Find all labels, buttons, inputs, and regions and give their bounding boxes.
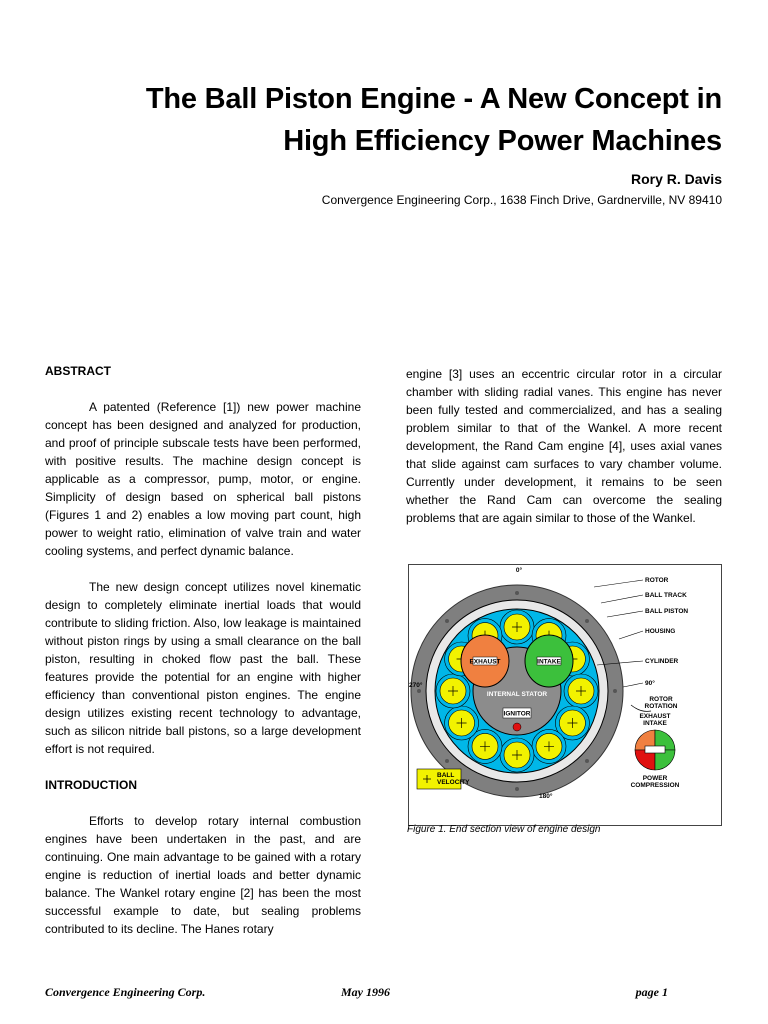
footer-page-number: page 1 — [635, 985, 668, 999]
introduction-continuation: engine [3] uses an eccentric circular rotor in a circular chamber with sliding radial vanes. This engine has never been fully tested and commercialized, and has a sealing problem similar to that of the Wankel. A more recent development, the Rand Cam engine [4], uses axial vanes that slide against cam surfaces to vary chamber volume. Currently under development, it remains to be seen whether the Rand Cam can overcome the sealing problems that are again similar to those of the Wankel. — [406, 367, 722, 525]
intake-port-label: INTAKE — [537, 658, 561, 666]
ignitor-label: IGNITOR — [503, 710, 531, 718]
introduction-heading: INTRODUCTION — [45, 778, 137, 792]
engine-diagram — [409, 565, 721, 825]
angle-0-label: 0° — [515, 567, 523, 574]
phase-intake-label: INTAKE — [643, 720, 667, 727]
ball-piston-label: BALL PISTON — [645, 608, 689, 615]
phase-wheel — [635, 730, 675, 770]
abstract-paragraph-2: The new design concept utilizes novel kinematic design to completely eliminate inertial loads that would contribute to sliding friction. Also, low leakage is maintained without piston rings by using a small clearance on the ball piston, resulting in choked flow past the ball. These features provide the potential for an engine with higher efficiency than conventional piston engines. The engine design utilizes existing recent technology to advantage, such as silicon nitride ball pistons, so a large development effort is not required. — [45, 580, 361, 756]
ball-velocity-label-1: BALL — [437, 772, 455, 779]
abstract-paragraph-1: A patented (Reference [1]) new power machine concept has been designed and analyzed for production, and proof of principle subscale tests have been performed, with positive results. The machine design concept is applicable as a compressor, pump, motor, or engine. Simplicity of design based on spherical ball pistons (Figures 1 and 2) enables a low moving part count, high power to weight ratio, elimination of valve train and water cooling systems, and perfect dynamic balance. — [45, 400, 361, 558]
footer-company: Convergence Engineering Corp. — [45, 985, 206, 999]
phase-power-label: POWER — [642, 775, 668, 782]
internal-stator-label: INTERNAL STATOR — [486, 691, 548, 698]
cylinder-label: CYLINDER — [645, 658, 679, 665]
angle-90-label: 90° — [645, 680, 655, 687]
introduction-paragraph: Efforts to develop rotary internal combustion engines have been undertaken in the past, and are continuing. One main advantage to be gained with a rotary engine is reduction of inertial loads and better dynamic balance. The Wankel rotary engine [2] has been the most successful example to date, but sealing problems contributed to its decline. The Hanes rotary — [45, 814, 361, 936]
page-footer — [45, 985, 668, 1005]
ignitor-icon — [513, 723, 521, 731]
figure-1 — [408, 564, 722, 826]
left-column — [45, 362, 361, 938]
rotor-rotation-label-2: ROTATION — [644, 703, 678, 710]
angle-270-label: 270° — [409, 682, 423, 689]
right-column — [406, 365, 722, 527]
paper-title — [82, 78, 722, 162]
author-name: Rory R. Davis — [630, 171, 722, 187]
angle-180-label: 180° — [539, 793, 553, 800]
figure-caption: Figure 1. End section view of engine design — [407, 824, 601, 835]
phase-compression-label: COMPRESSION — [630, 782, 680, 789]
author-affiliation: Convergence Engineering Corp., 1638 Finch Drive, Gardnerville, NV 89410 — [321, 193, 722, 207]
phase-exhaust-label: EXHAUST — [639, 713, 671, 720]
rotor-label: ROTOR — [645, 577, 669, 584]
ball-velocity-label-2: VELOCITY — [437, 779, 470, 786]
rotor-rotation-label-1: ROTOR — [649, 696, 673, 703]
exhaust-port-label: EXHAUST — [469, 658, 501, 666]
title-line-2: High Efficiency Power Machines — [283, 125, 722, 157]
housing-label: HOUSING — [645, 628, 676, 635]
footer-date: May 1996 — [341, 985, 390, 999]
abstract-heading: ABSTRACT — [45, 364, 111, 378]
title-line-1: The Ball Piston Engine - A New Concept in — [145, 83, 722, 115]
ball-track-label: BALL TRACK — [645, 592, 687, 599]
